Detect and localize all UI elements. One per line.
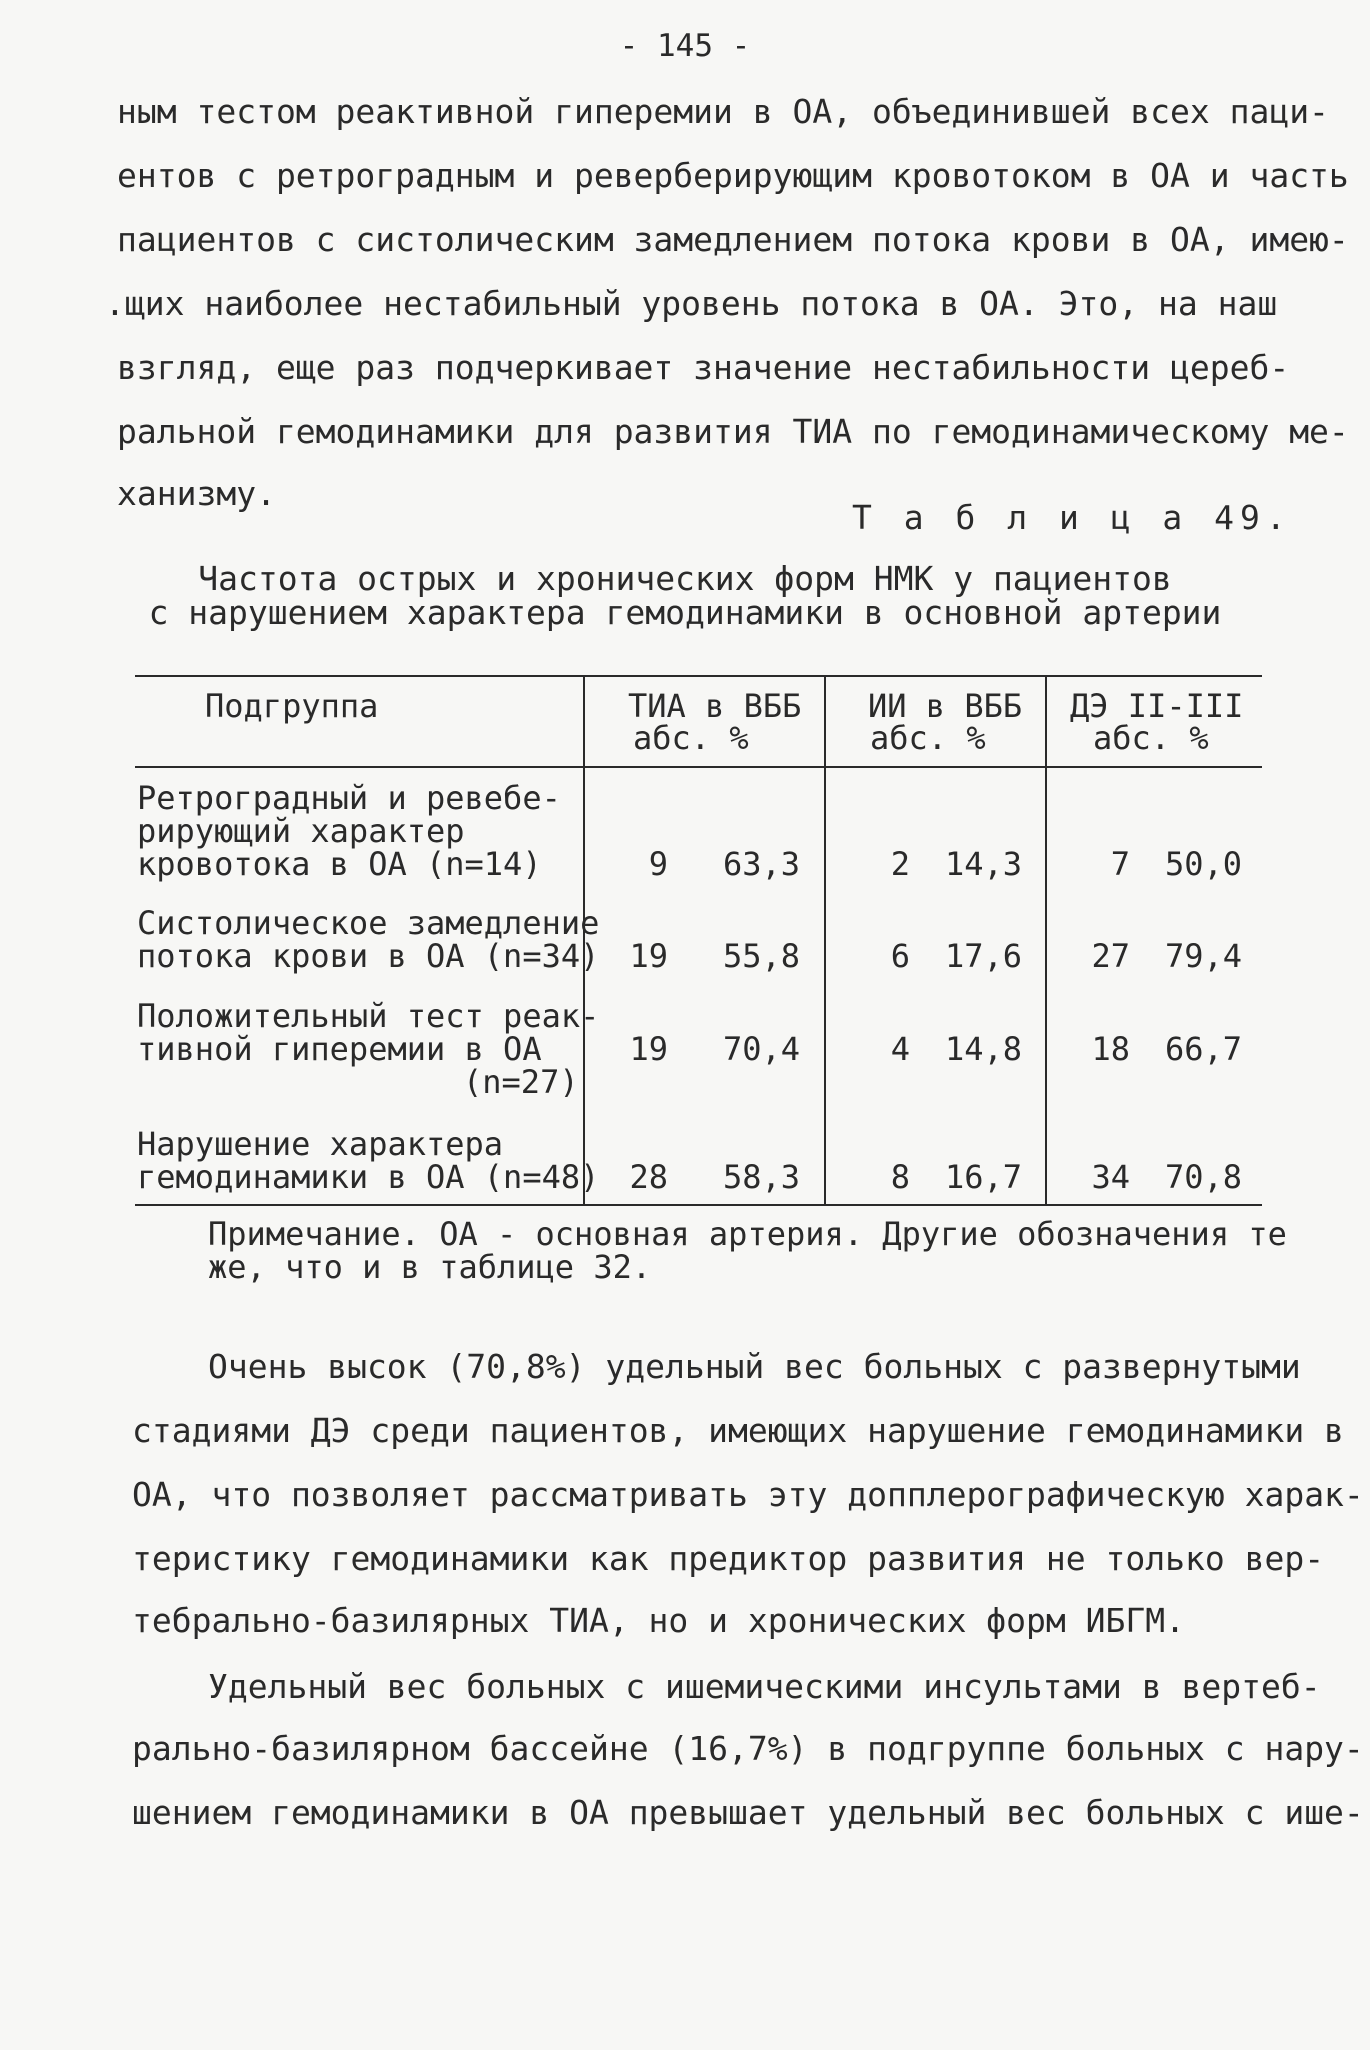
text-line: ральной гемодинамики для развития ТИА по гемодинамическому ме-: [117, 412, 1349, 451]
text-line: стадиями ДЭ среди пациентов, имеющих нарушение гемодинамики в: [132, 1411, 1344, 1450]
ii-pct: 14,8: [944, 1030, 1022, 1068]
de-pct: 66,7: [1164, 1030, 1242, 1068]
ii-abs: 6: [890, 937, 910, 975]
header-ii: ИИ в ВББ: [868, 687, 1023, 725]
de-abs: 34: [1091, 1158, 1130, 1196]
table-note-line: Примечание. ОА - основная артерия. Другие обозначения те: [208, 1215, 1287, 1253]
page-number: - 145 -: [619, 28, 751, 64]
header-de: ДЭ II-III: [1070, 687, 1244, 725]
text-line: ОА, что позволяет рассматривать эту допплерографическую харак-: [132, 1475, 1364, 1514]
text-line: тебрально-базилярных ТИА, но и хронических форм ИБГМ.: [132, 1601, 1185, 1640]
table-note-line: же, что и в таблице 32.: [208, 1248, 652, 1286]
table-caption-line: Частота острых и хронических форм НМК у пациентов: [198, 559, 1172, 598]
table-top-rule: [135, 675, 1262, 677]
text-line: Очень высок (70,8%) удельный вес больных с развернутыми: [208, 1347, 1301, 1386]
table-bottom-rule: [135, 1204, 1262, 1206]
de-pct: 70,8: [1164, 1158, 1242, 1196]
table-column-divider: [1045, 675, 1047, 1206]
row-label-line: (n=27): [463, 1063, 579, 1101]
text-line: рально-базилярном бассейне (16,7%) в подгруппе больных с нару-: [132, 1729, 1364, 1768]
row-label-line: кровотока в ОА (n=14): [137, 845, 542, 883]
header-ii-sub: абс. %: [870, 719, 986, 757]
text-line: Удельный вес больных с ишемическими инсультами в вертеб-: [208, 1667, 1321, 1706]
row-label-line: Ретроградный и ревебе-: [137, 779, 561, 817]
tia-pct: 70,4: [722, 1030, 800, 1068]
de-pct: 50,0: [1164, 845, 1242, 883]
row-label-line: Положительный тест реак-: [137, 997, 600, 1035]
row-label-line: гемодинамики в ОА (n=48): [137, 1158, 600, 1196]
text-line: ханизму.: [117, 474, 276, 513]
header-subgroup: Подгруппа: [205, 687, 379, 725]
text-line: шением гемодинамики в ОА превышает удельный вес больных с ише-: [132, 1793, 1364, 1832]
tia-pct: 63,3: [722, 845, 800, 883]
header-de-sub: абс. %: [1093, 719, 1209, 757]
ii-abs: 2: [890, 845, 910, 883]
header-tia-sub: абс. %: [633, 719, 749, 757]
row-label-line: потока крови в ОА (n=34): [137, 937, 600, 975]
text-line: ным тестом реактивной гиперемии в ОА, объединившей всех паци-: [117, 92, 1329, 131]
ii-abs: 8: [890, 1158, 910, 1196]
tia-abs: 9: [648, 845, 668, 883]
row-label-line: Нарушение характера: [137, 1125, 504, 1163]
de-abs: 27: [1091, 937, 1130, 975]
ii-abs: 4: [890, 1030, 910, 1068]
de-abs: 7: [1110, 845, 1130, 883]
header-tia: ТИА в ВББ: [628, 687, 802, 725]
ii-pct: 17,6: [944, 937, 1022, 975]
table-header-rule: [135, 766, 1262, 768]
row-label-line: рирующий характер: [137, 812, 465, 850]
de-pct: 79,4: [1164, 937, 1242, 975]
tia-abs: 19: [629, 1030, 668, 1068]
ii-pct: 14,3: [944, 845, 1022, 883]
table-label: Т а б л и ц а 49.: [852, 498, 1292, 537]
row-label-line: тивной гиперемии в ОА: [137, 1030, 542, 1068]
ii-pct: 16,7: [944, 1158, 1022, 1196]
row-label-line: Систолическое замедление: [137, 904, 600, 942]
tia-pct: 58,3: [722, 1158, 800, 1196]
de-abs: 18: [1091, 1030, 1130, 1068]
tia-pct: 55,8: [722, 937, 800, 975]
table-column-divider: [824, 675, 826, 1206]
text-line: пациентов с систолическим замедлением потока крови в ОА, имею-: [117, 220, 1349, 259]
tia-abs: 28: [629, 1158, 668, 1196]
tia-abs: 19: [629, 937, 668, 975]
table-caption-line: с нарушением характера гемодинамики в основной артерии: [148, 593, 1222, 632]
text-line: теристику гемодинамики как предиктор развития не только вер-: [132, 1539, 1325, 1578]
text-line: .щих наиболее нестабильный уровень потока в ОА. Это, на наш: [105, 284, 1278, 323]
text-line: ентов с ретроградным и реверберирующим кровотоком в ОА и часть: [117, 156, 1349, 195]
text-line: взгляд, еще раз подчеркивает значение нестабильности цереб-: [117, 348, 1290, 387]
